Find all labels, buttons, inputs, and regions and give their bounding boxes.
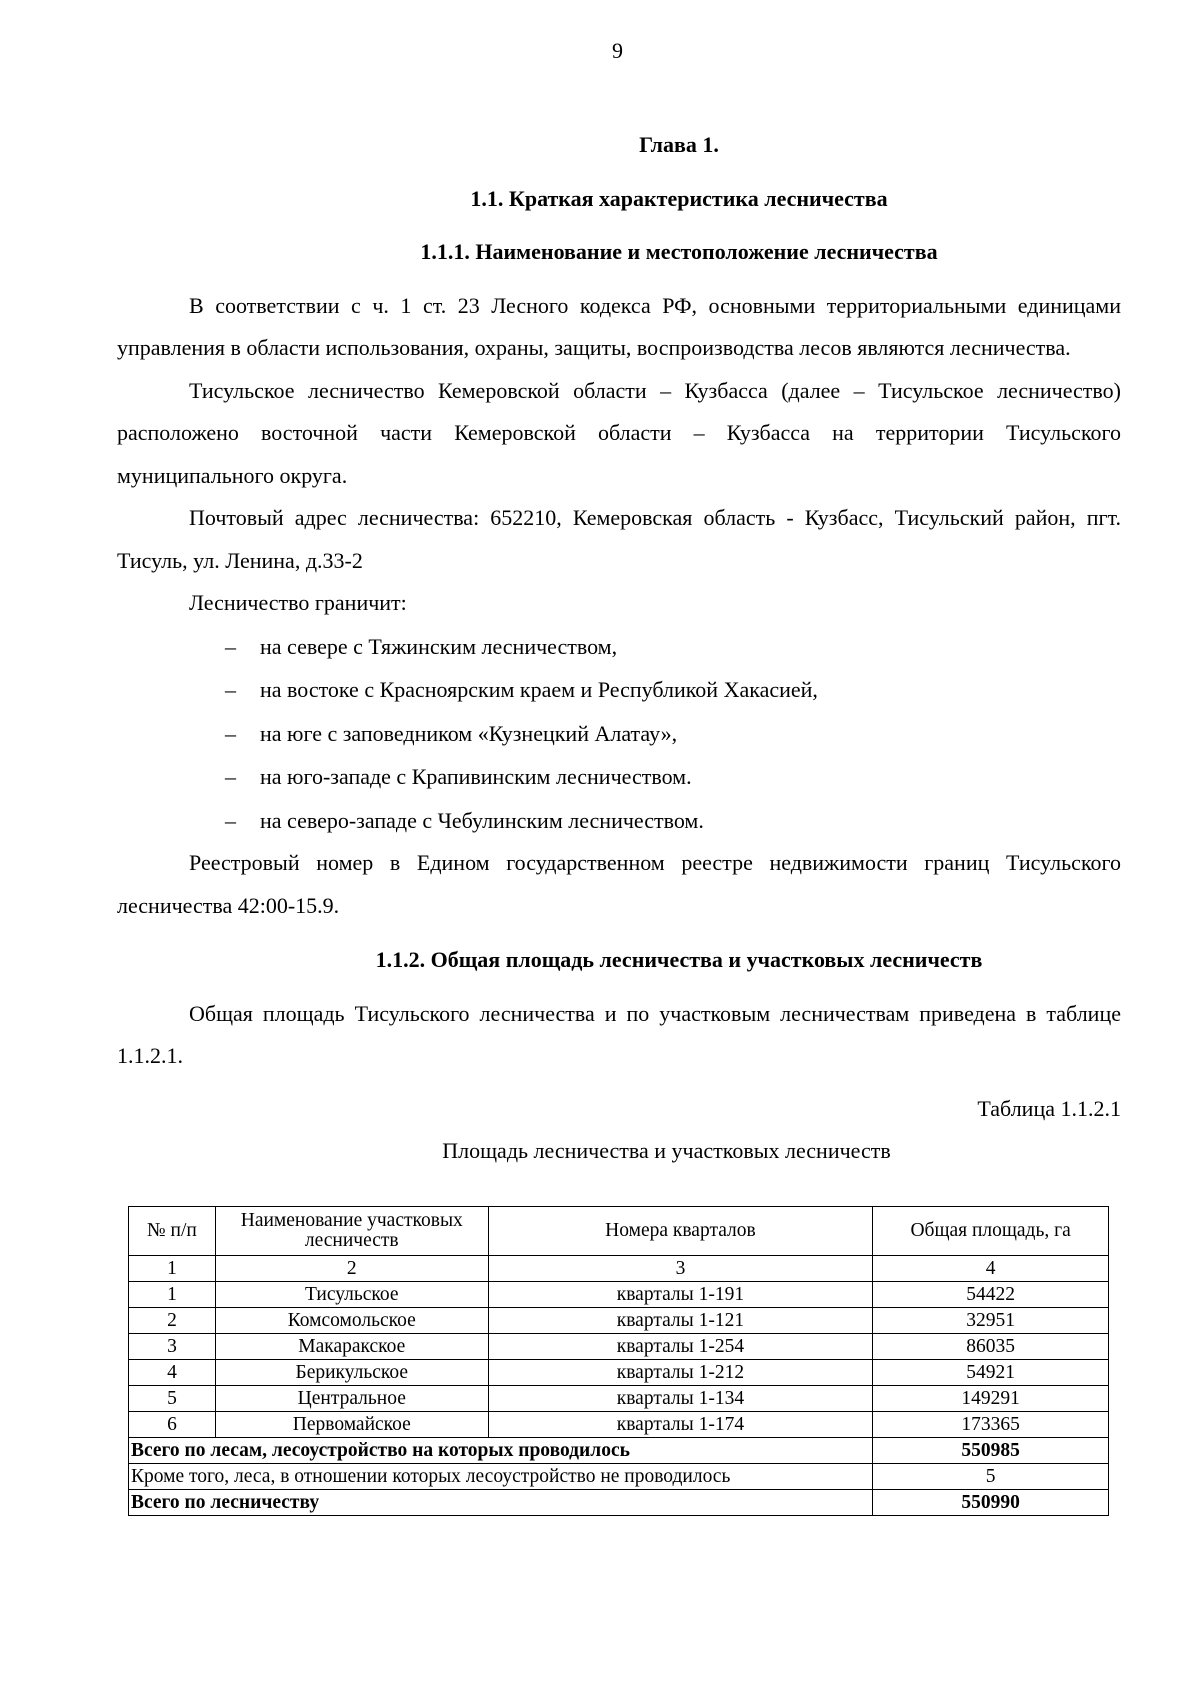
header-cell: № п/п: [129, 1207, 216, 1256]
paragraph: В соответствии с ч. 1 ст. 23 Лесного кодекса РФ, основными территориальными единицами управления в области использования, охраны, защиты, воспроизводства лесов являются лесничества.: [117, 292, 1121, 360]
list-item-text: на северо-западе с Чебулинским лесничеством.: [260, 807, 704, 833]
registry-paragraph: Реестровый номер в Едином государственном реестре недвижимости границ Тисульского лесничества 42:00-15.9.: [117, 850, 1121, 918]
list-item-text: на востоке с Красноярским краем и Республикой Хакасией,: [260, 677, 818, 702]
table-label: Таблица 1.1.2.1: [977, 1095, 1121, 1121]
extra-row: [129, 1464, 1109, 1490]
dash-bullet: –: [225, 807, 236, 833]
grand-total-row: [129, 1490, 1109, 1516]
table-cell: 54422: [873, 1282, 1109, 1308]
total-row: [129, 1438, 1109, 1464]
table-header-row: [129, 1207, 1109, 1256]
table-cell: кварталы 1-212: [488, 1360, 873, 1386]
list-item: [225, 799, 1121, 843]
subsection-title-1: 1.1.1. Наименование и местоположение лесничества: [420, 239, 938, 264]
cell: 4: [873, 1256, 1109, 1282]
table-cell: 54921: [873, 1360, 1109, 1386]
table-cell: 173365: [873, 1412, 1109, 1438]
total-label: Всего по лесам, лесоустройство на которых проводилось: [129, 1438, 873, 1464]
header-cell: Номера кварталов: [488, 1207, 873, 1256]
extra-label: Кроме того, леса, в отношении которых лесоустройство не проводилось: [129, 1464, 873, 1490]
cell: 2: [215, 1256, 488, 1282]
table-row: [129, 1412, 1109, 1438]
table-row: [129, 1386, 1109, 1412]
subsection-title-2: 1.1.2. Общая площадь лесничества и участковых лесничеств: [375, 947, 983, 972]
table-cell: 5: [129, 1386, 216, 1412]
table-cell: 1: [129, 1282, 216, 1308]
extra-value: 5: [873, 1464, 1109, 1490]
table-cell: Центральное: [215, 1386, 488, 1412]
table-cell: 6: [129, 1412, 216, 1438]
list-item: [225, 668, 1121, 712]
document-body: [117, 124, 1121, 1172]
table-cell: Комсомольское: [215, 1308, 488, 1334]
paragraph: Общая площадь Тисульского лесничества и по участковым лесничествам приведена в таблице 1.1.2.1.: [117, 1000, 1121, 1068]
area-table: [128, 1206, 1109, 1516]
table-cell: 86035: [873, 1334, 1109, 1360]
cell: 1: [129, 1256, 216, 1282]
list-item: [225, 712, 1121, 756]
table-cell: 2: [129, 1308, 216, 1334]
cell: 3: [488, 1256, 873, 1282]
table-row: [129, 1334, 1109, 1360]
table-caption: Площадь лесничества и участковых лесничеств: [442, 1138, 891, 1163]
table-cell: 149291: [873, 1386, 1109, 1412]
header-cell: Наименование участковых лесничеств: [215, 1207, 488, 1256]
paragraph-borders-intro: Лесничество граничит:: [189, 590, 407, 615]
table-cell: Первомайское: [215, 1412, 488, 1438]
dash-bullet: –: [225, 720, 236, 746]
page-number: 9: [612, 38, 623, 63]
table-cell: кварталы 1-254: [488, 1334, 873, 1360]
list-item: [225, 625, 1121, 669]
list-item-text: на севере с Тяжинским лесничеством,: [260, 633, 618, 659]
table-cell: кварталы 1-121: [488, 1308, 873, 1334]
table-cell: Берикульское: [215, 1360, 488, 1386]
paragraph: Тисульское лесничество Кемеровской области – Кузбасса (далее – Тисульское лесничество) расположено восточной части Кемеровской области – Кузбасса на территории Тисульского муниципального округа.: [117, 377, 1121, 488]
list-item: [225, 755, 1121, 799]
table-cell: 3: [129, 1334, 216, 1360]
total-value: 550985: [873, 1438, 1109, 1464]
table-cell: кварталы 1-174: [488, 1412, 873, 1438]
chapter-title: Глава 1.: [639, 132, 719, 157]
dash-bullet: –: [225, 677, 236, 702]
column-number-row: [129, 1256, 1109, 1282]
table-row: [129, 1282, 1109, 1308]
dash-bullet: –: [225, 633, 236, 659]
grand-total-value: 550990: [873, 1490, 1109, 1516]
table-row: [129, 1360, 1109, 1386]
table-cell: 32951: [873, 1308, 1109, 1334]
dash-bullet: –: [225, 764, 236, 789]
table-cell: Тисульское: [215, 1282, 488, 1308]
table-cell: 4: [129, 1360, 216, 1386]
paragraph-address: Почтовый адрес лесничества: 652210, Кемеровская область - Кузбасс, Тисульский район, пгт. Тисуль, ул. Ленина, д.33-2: [117, 505, 1121, 573]
list-item-text: на юго-западе с Крапивинским лесничеством.: [260, 764, 692, 789]
header-cell: Общая площадь, га: [873, 1207, 1109, 1256]
grand-total-label: Всего по лесничеству: [129, 1490, 873, 1516]
table-cell: Макаракское: [215, 1334, 488, 1360]
borders-list: [117, 625, 1121, 843]
table-cell: кварталы 1-134: [488, 1386, 873, 1412]
table-row: [129, 1308, 1109, 1334]
list-item-text: на юге с заповедником «Кузнецкий Алатау»,: [260, 720, 678, 746]
table-cell: кварталы 1-191: [488, 1282, 873, 1308]
section-title: 1.1. Краткая характеристика лесничества: [470, 185, 888, 211]
